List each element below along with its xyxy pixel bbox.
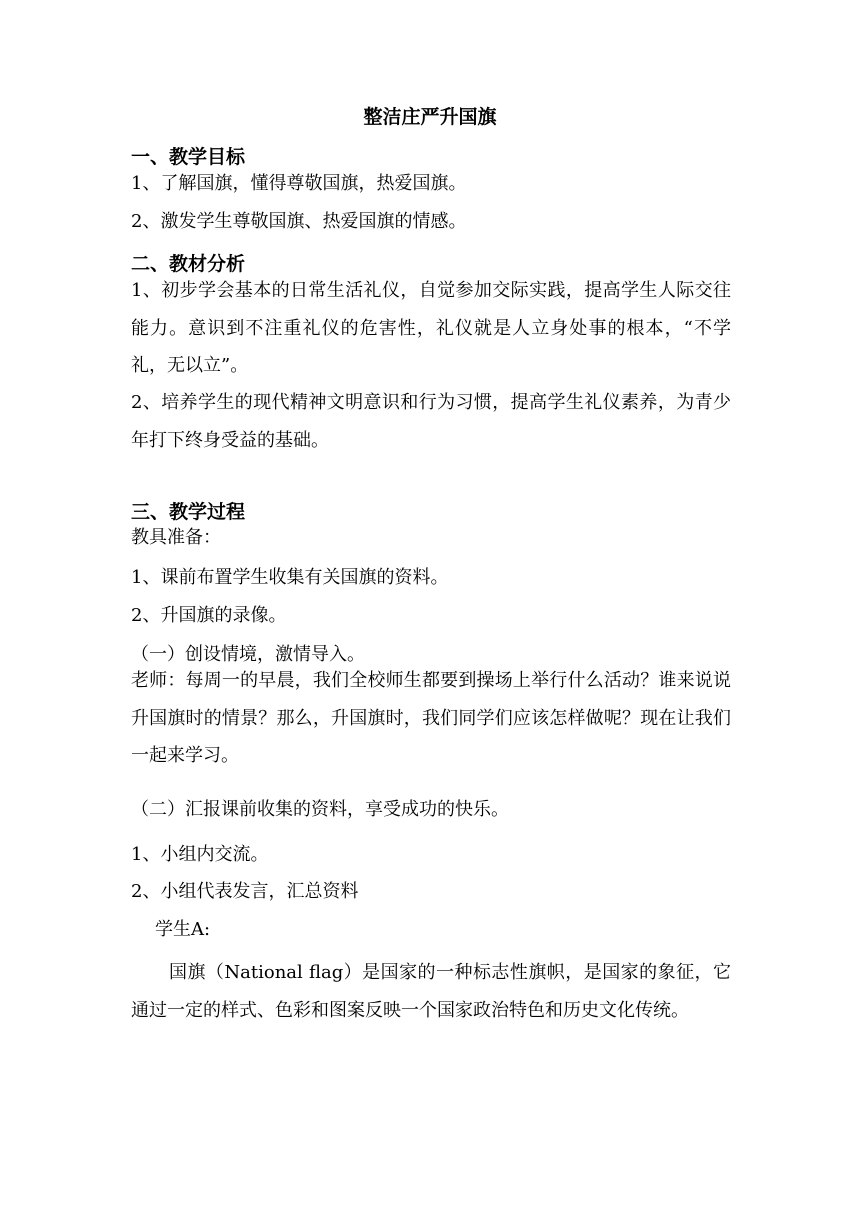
analysis-paragraph-1: 1、初步学会基本的日常生活礼仪，自觉参加交际实践，提高学生人际交往能力。意识到不注重礼仪的危害性，礼仪就是人立身处事的根本，“不学礼，无以立”。: [131, 280, 731, 376]
step-2-item-2: 2、小组代表发言，汇总资料: [131, 881, 359, 902]
section-heading-analysis: 二、教材分析: [131, 253, 246, 275]
section-heading-process: 三、教学过程: [131, 501, 246, 523]
goal-item-1: 1、了解国旗，懂得尊敬国旗，热爱国旗。: [131, 173, 467, 194]
goal-item-2: 2、激发学生尊敬国旗、热爱国旗的情感。: [131, 211, 467, 232]
step-2-item-1: 1、小组内交流。: [131, 844, 269, 865]
prep-label: 教具准备：: [131, 527, 221, 548]
prep-item-2: 2、升国旗的录像。: [131, 605, 287, 626]
student-label: 学生A:: [155, 919, 211, 940]
step-1-heading: （一）创设情境，激情导入。: [131, 644, 365, 665]
analysis-paragraph-2: 2、培养学生的现代精神文明意识和行为习惯，提高学生礼仪素养，为青少年打下终身受益的基础。: [131, 392, 731, 451]
document-title: 整洁庄严升国旗: [363, 106, 497, 128]
section-heading-goals: 一、教学目标: [131, 146, 246, 168]
teacher-paragraph: 老师：每周一的早晨，我们全校师生都要到操场上举行什么活动？谁来说说升国旗时的情景？那么，升国旗时，我们同学们应该怎样做呢？现在让我们一起来学习。: [131, 670, 731, 766]
flag-paragraph: 国旗（National flag）是国家的一种标志性旗帜，是国家的象征，它通过一定的样式、色彩和图案反映一个国家政治特色和历史文化传统。: [131, 962, 731, 1021]
step-2-heading: （二）汇报课前收集的资料，享受成功的快乐。: [131, 799, 509, 820]
prep-item-1: 1、课前布置学生收集有关国旗的资料。: [131, 567, 449, 588]
